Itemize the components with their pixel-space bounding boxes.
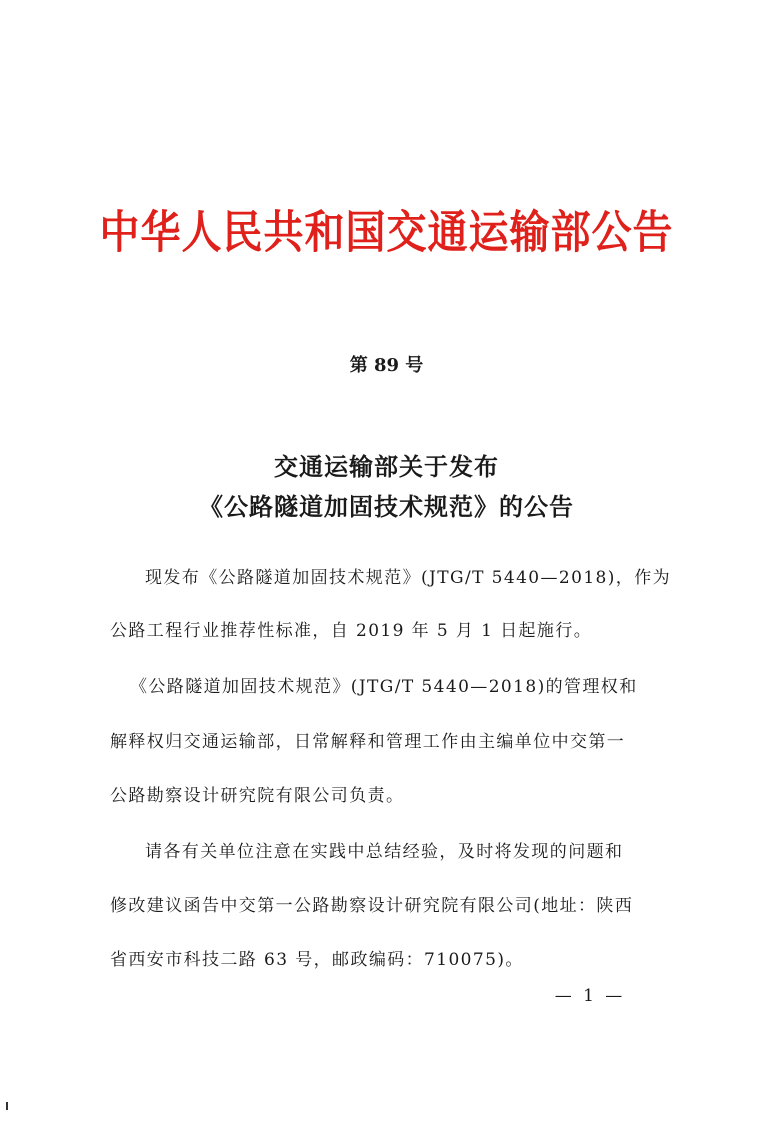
issuer-header: 中华人民共和国交通运输部公告 [99,206,674,259]
notice-title [0,447,773,527]
paragraph-2-line-1: 《公路隧道加固技术规范》(JTG/T 5440—2018)的管理权和 [130,677,638,697]
paragraph-1-line-1: 现发布《公路隧道加固技术规范》(JTG/T 5440—2018)，作为 [145,568,671,588]
paragraph-3-line-2: 修改建议函告中交第一公路勘察设计研究院有限公司(地址：陕西 [110,896,634,916]
paragraph-2-line-2: 解释权归交通运输部，日常解释和管理工作由主编单位中交第一 [110,732,626,752]
paragraph-3-line-3: 省西安市科技二路 63 号，邮政编码：710075)。 [110,950,524,970]
scan-mark [6,1102,8,1110]
notice-number: 第 89 号 [349,355,424,376]
paragraph-2-line-3: 公路勘察设计研究院有限公司负责。 [110,786,405,806]
notice-title-line-1: 交通运输部关于发布 [274,452,499,481]
page-number: — 1 — [554,986,626,1006]
notice-title-line-2: 《公路隧道加固技术规范》的公告 [199,492,574,521]
paragraph-1-line-2: 公路工程行业推荐性标准，自 2019 年 5 月 1 日起施行。 [110,621,593,641]
paragraph-3-line-1: 请各有关单位注意在实践中总结经验，及时将发现的问题和 [145,842,624,862]
